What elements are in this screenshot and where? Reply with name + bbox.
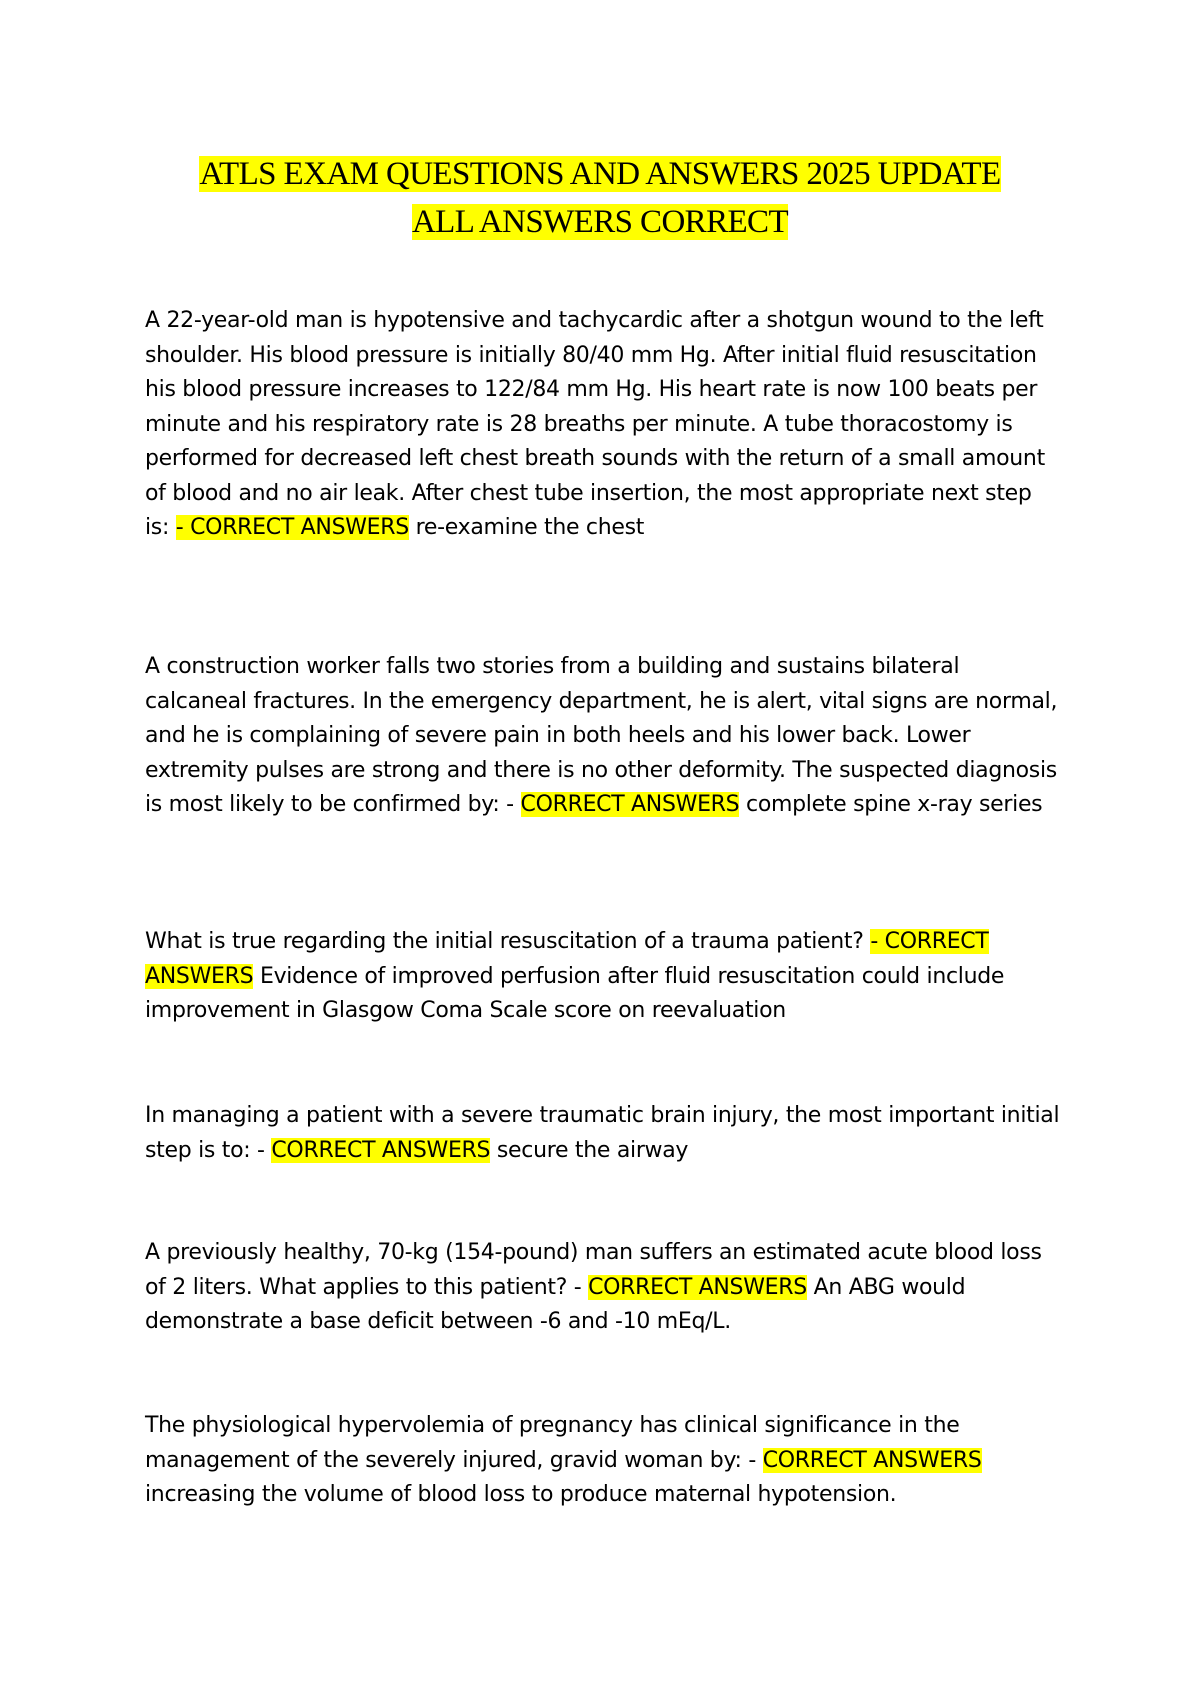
qa-block-1: [145, 304, 1060, 546]
question-text: A construction worker falls two stories from a building and sustains bilateral calcaneal fractures. In the emergency department, he is alert, vital signs are normal, and he is complaining of severe pain in both heels and his lower back. Lower extremity pulses are strong and there is no other deformity. The suspected diagnosis is most likely to be confirmed by: -: [145, 654, 1058, 817]
qa-block-2: [145, 650, 1060, 823]
answer-text: Evidence of improved perfusion after fluid resuscitation could include improvement in Glasgow Coma Scale score on reevaluation: [145, 963, 1005, 1023]
answer-text: increasing the volume of blood loss to produce maternal hypotension.: [145, 1482, 897, 1507]
qa-block-6: [145, 1409, 1060, 1513]
answer-text: re-examine the chest: [408, 515, 645, 540]
title-line-2: ALL ANSWERS CORRECT: [411, 204, 789, 240]
qa-block-4: [145, 1099, 1060, 1168]
title-line-1: ATLS EXAM QUESTIONS AND ANSWERS 2025 UPDATE: [199, 156, 1001, 192]
correct-answers-marker: CORRECT ANSWERS: [762, 1447, 982, 1473]
question-text: What is true regarding the initial resuscitation of a trauma patient?: [145, 929, 871, 954]
correct-answers-marker: - CORRECT ANSWERS: [145, 929, 989, 989]
correct-answers-marker: CORRECT ANSWERS: [271, 1137, 491, 1163]
correct-answers-marker: - CORRECT ANSWERS: [175, 515, 409, 540]
qa-block-3: [145, 925, 1060, 1029]
answer-text: complete spine x-ray series: [739, 792, 1043, 817]
document-title: [140, 150, 1060, 246]
answer-text: secure the airway: [490, 1137, 689, 1163]
correct-answers-marker: CORRECT ANSWERS: [520, 792, 740, 817]
question-text: A previously healthy, 70-kg (154-pound) man suffers an estimated acute blood loss of 2 liters. What applies to this patient? -: [145, 1240, 1042, 1300]
question-text: A 22-year-old man is hypotensive and tachycardic after a shotgun wound to the left shoulder. His blood pressure is initially 80/40 mm Hg. After initial fluid resuscitation his blood pressure increases to 122/84 mm Hg. His heart rate is now 100 beats per minute and his respiratory rate is 28 breaths per minute. A tube thoracostomy is performed for decreased left chest breath sounds with the return of a small amount of blood and no air leak. After chest tube insertion, the most appropriate next step is:: [145, 308, 1045, 540]
question-text: The physiological hypervolemia of pregnancy has clinical significance in the management of the severely injured, gravid woman by: -: [145, 1413, 960, 1473]
qa-block-5: [145, 1236, 1060, 1340]
question-text: In managing a patient with a severe traumatic brain injury, the most important initial step is to: -: [145, 1103, 1060, 1163]
correct-answers-marker: CORRECT ANSWERS: [588, 1274, 807, 1300]
answer-text: An ABG would demonstrate a base deficit between -6 and -10 mEq/L.: [145, 1274, 966, 1334]
